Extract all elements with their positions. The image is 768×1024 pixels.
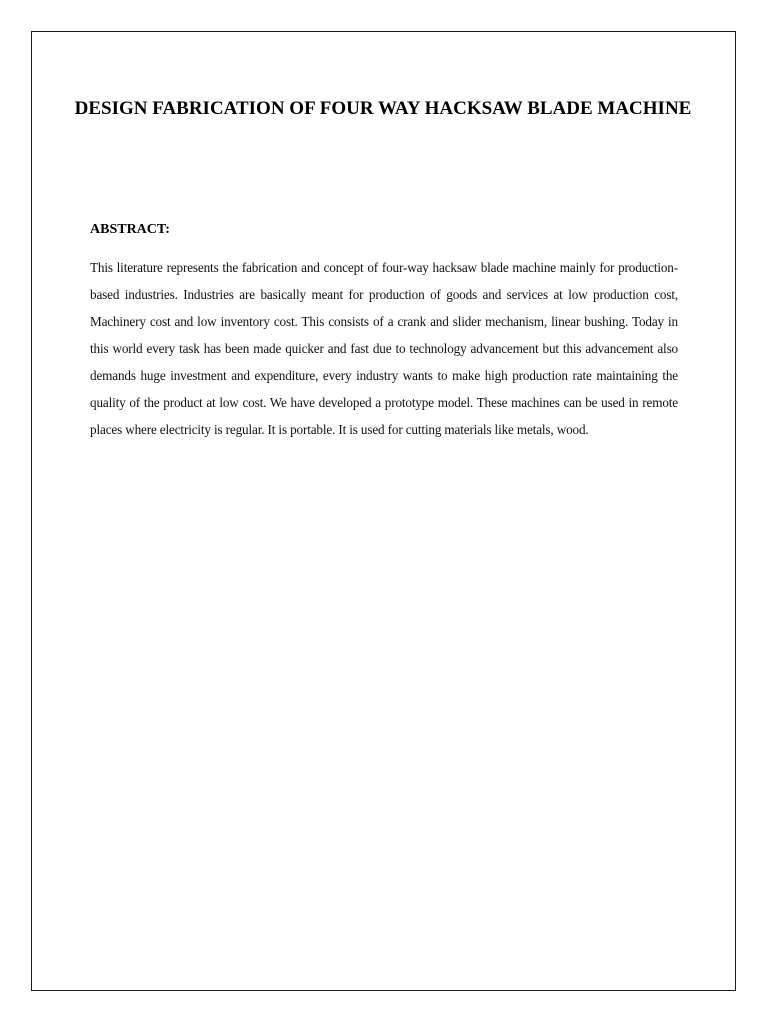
abstract-heading: ABSTRACT: [90,222,170,237]
abstract-body-paragraph: This literature represents the fabrication and concept of four-way hacksaw blade machine mainly for production-based industries. Industries are basically meant for production of goods and services at low production cost, Machinery cost and low inventory cost. This consists of a crank and slider mechanism, linear bushing. Today in this world every task has been made quicker and fast due to technology advancement but this advancement also demands huge investment and expenditure, every industry wants to make high production rate maintaining the quality of the product at low cost. We have developed a prototype model. These machines can be used in remote places where electricity is regular. It is portable. It is used for cutting materials like metals, wood. [90,260,678,437]
document-title: DESIGN FABRICATION OF FOUR WAY HACKSAW BLADE MACHINE [74,98,692,119]
page-border-frame [31,31,736,991]
